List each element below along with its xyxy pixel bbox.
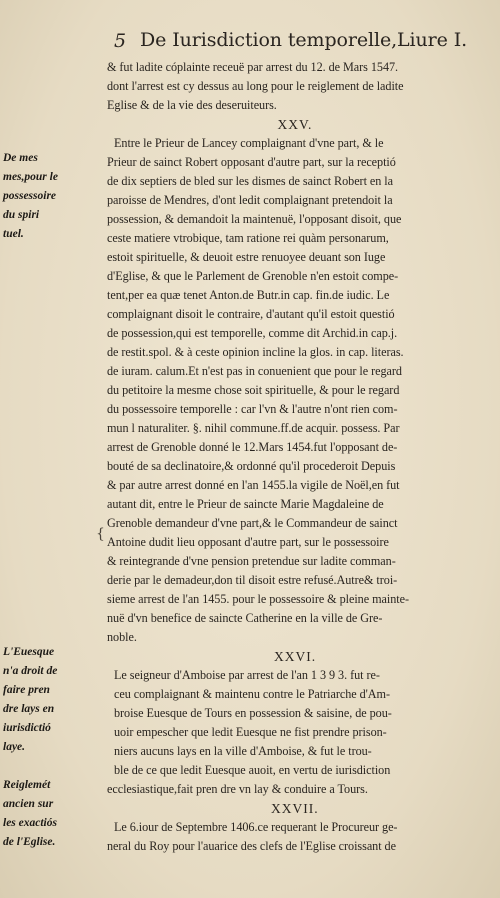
text-line: complaignant disoit le contraire, d'autant qu'il estoit questió — [107, 307, 395, 321]
margin-note: tuel. — [3, 228, 24, 240]
margin-note: du spiri — [3, 209, 40, 221]
text-line: Prieur de sainct Robert opposant d'autre part, sur la receptió — [107, 155, 396, 169]
text-line: nuë d'vn benefice de saincte Catherine en la ville de Gre- — [107, 611, 383, 625]
text-line: autant dit, entre le Prieur de saincte Marie Magdaleine de — [107, 497, 384, 511]
margin-note: dre lays en — [3, 703, 55, 715]
text-line: de possession,qui est temporelle, comme dit Archid.in cap.j. — [107, 326, 398, 340]
text-line: derie par le demadeur,don til disoit estre refusé.Autre& troi- — [107, 573, 398, 587]
text-line: sieme arrest de l'an 1455. pour le possessoire & pleine mainte- — [107, 592, 409, 606]
text-line: du petitoire la mesme chose soit spirituelle, & pour le regard — [107, 383, 400, 397]
chapter-heading: XXV. — [277, 117, 313, 132]
text-line: Eglise & de la vie des deseruiteurs. — [107, 98, 277, 112]
text-line: uoir empescher que ledit Euesque ne fist prendre prison- — [114, 725, 387, 739]
text-line: niers aucuns lays en la ville d'Amboise, & fut le trou- — [114, 744, 372, 758]
margin-note: ancien sur — [3, 798, 54, 810]
text-line: estoit spirituelle, & deuoit estre renuoyee deuant son Iuge — [107, 250, 386, 264]
text-line: ceste matiere vtrobique, tam ratione rei quàm personarum, — [107, 231, 389, 245]
text-line: Antoine dudit lieu opposant d'autre part, sur le possessoire — [107, 535, 389, 549]
margin-note: possessoire — [3, 190, 57, 202]
text-line: de restit.spol. & à ceste opinion incline la glos. in cap. literas. — [107, 345, 404, 359]
margin-note: De mes — [3, 152, 38, 164]
margin-note: laye. — [3, 741, 26, 753]
text-line: ecclesiastique,fait pren dre vn lay & conduire a Tours. — [107, 782, 368, 796]
margin-note: faire pren — [3, 684, 50, 696]
text-line: Le seigneur d'Amboise par arrest de l'an 1 3 9 3. fut re- — [114, 668, 380, 682]
text-line: de iuram. calum.Et n'est pas in conuenient que pour le regard — [107, 364, 402, 378]
margin-note: Reiglemét — [3, 779, 51, 791]
chapter-heading: XXVII. — [271, 801, 319, 816]
text-line: & par autre arrest donné en l'an 1455.la vigile de Noël,en fut — [107, 478, 400, 492]
text-line: ble de ce que ledit Euesque auoit, en vertu de iurisdiction — [114, 763, 391, 777]
margin-note: L'Euesque — [3, 646, 55, 658]
text-line: arrest de Grenoble donné le 12.Mars 1454.fut l'opposant de- — [107, 440, 398, 454]
text-line: du possessoire temporelle : car l'vn & l'autre n'ont rien com- — [107, 402, 398, 416]
text-line: mun l naturaliter. §. nihil commune.ff.de acquir. possess. Par — [107, 421, 400, 435]
text-line: neral du Roy pour l'auarice des clefs de l'Eglise croissant de — [107, 839, 396, 853]
chapter-heading: XXVI. — [274, 649, 317, 664]
margin-note: iurisdictió — [3, 722, 51, 734]
page-number: 5 — [114, 30, 127, 52]
text-line: & reintegrande d'vne pension pretendue sur ladite comman- — [107, 554, 396, 568]
text-line: d'Eglise, & que le Parlement de Grenoble n'en estoit compe- — [107, 269, 399, 283]
text-line: Entre le Prieur de Lancey complaignant d'vne part, & le — [114, 136, 384, 150]
margin-note: de l'Eglise. — [3, 836, 56, 848]
margin-note: n'a droit de — [3, 665, 58, 677]
margin-bracket: { — [96, 526, 105, 542]
text-line: paroisse de Mendres, d'ont ledit complaignant pretendoit la — [107, 193, 393, 207]
text-line: ceu complaignant & maintenu contre le Patriarche d'Am- — [114, 687, 390, 701]
text-line: de dix septiers de bled sur les dismes de sainct Robert en la — [107, 174, 393, 188]
text-line: broise Euesque de Tours en possession & saisine, de pou- — [114, 706, 392, 720]
running-header — [114, 30, 494, 56]
text-line: dont l'arrest est cy dessus au long pour le reiglement de ladite — [107, 79, 404, 93]
text-line: & fut ladite cóplainte receuë par arrest du 12. de Mars 1547. — [107, 60, 399, 74]
text-line: tent,per ea quæ tenet Anton.de Butr.in cap. fin.de iudic. Le — [107, 288, 390, 302]
margin-note: mes,pour le — [3, 171, 58, 183]
text-line: Grenoble demandeur d'vne part,& le Commandeur de sainct — [107, 516, 398, 530]
margin-note: les exactiós — [3, 817, 57, 829]
text-line: noble. — [107, 630, 137, 644]
running-title: De Iurisdiction temporelle,Liure I. — [140, 29, 468, 51]
text-line: Le 6.iour de Septembre 1406.ce requerant le Procureur ge- — [114, 820, 398, 834]
text-line: bouté de sa declinatoire,& ordonné qu'il procederoit Depuis — [107, 459, 396, 473]
text-line: possession, & demandoit la maintenuë, l'opposant disoit, que — [107, 212, 402, 226]
